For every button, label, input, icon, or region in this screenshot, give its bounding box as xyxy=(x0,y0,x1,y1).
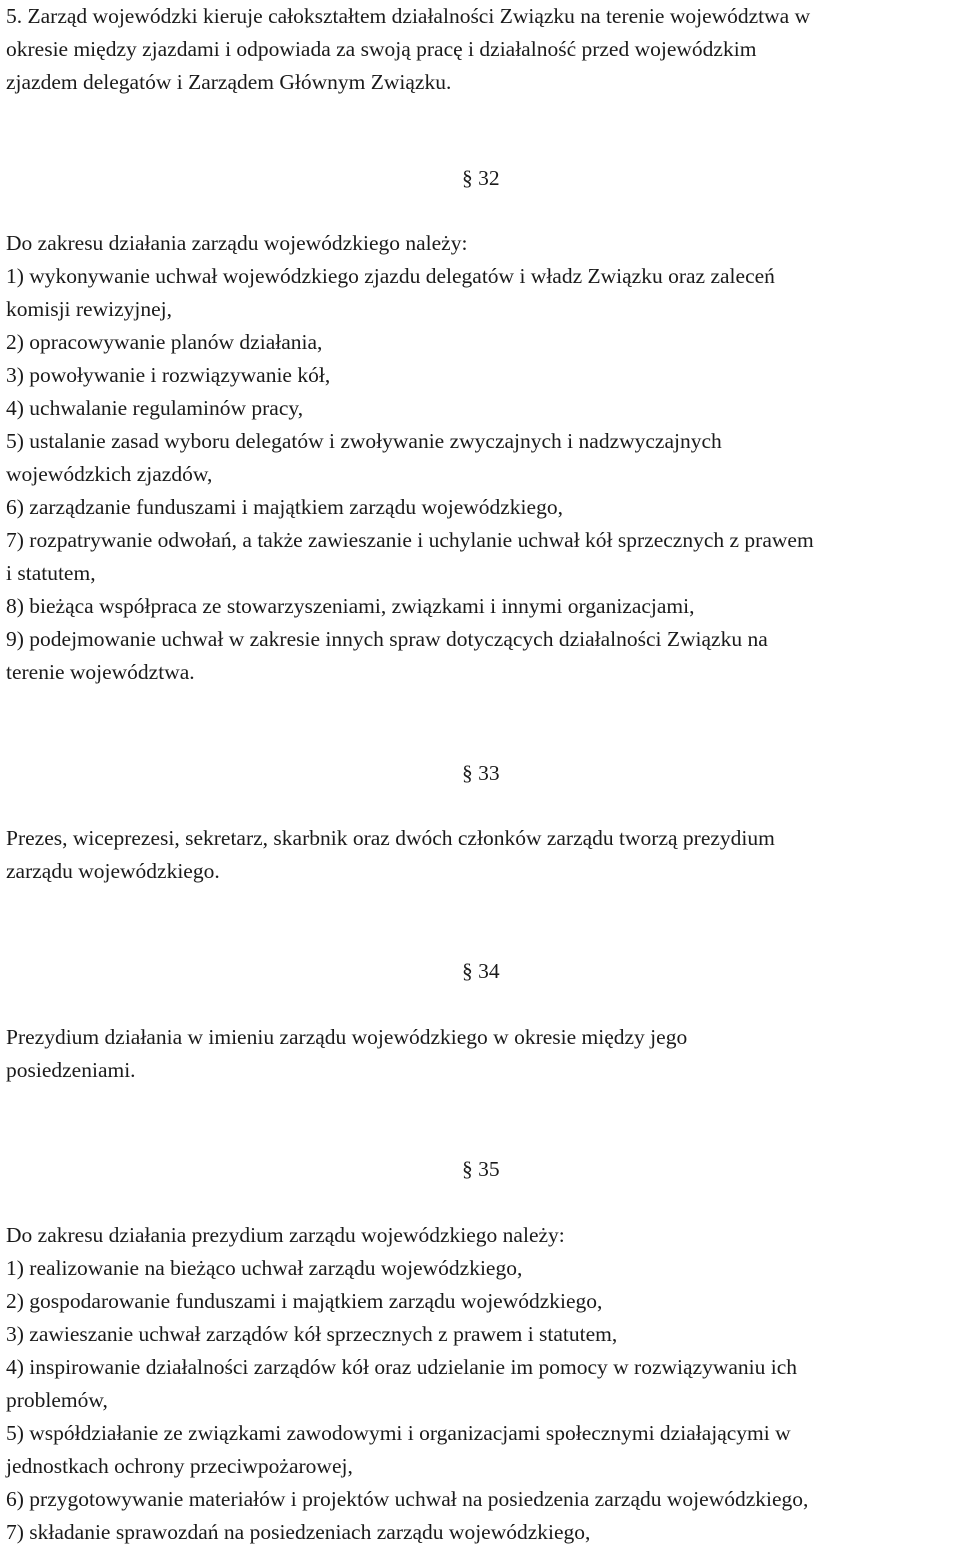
section-heading-33: § 33 xyxy=(462,761,500,785)
list-item: i statutem, xyxy=(6,561,96,585)
text-line: zjazdem delegatów i Zarządem Głównym Związku. xyxy=(6,70,452,94)
text-line: Prezydium działania w imieniu zarządu wojewódzkiego w okresie między jego xyxy=(6,1025,688,1049)
list-item: 2) opracowywanie planów działania, xyxy=(6,330,323,354)
list-item: 1) realizowanie na bieżąco uchwał zarządu wojewódzkiego, xyxy=(6,1256,523,1280)
section-heading-34: § 34 xyxy=(462,959,500,983)
section-32-body xyxy=(6,227,960,689)
text-line: okresie między zjazdami i odpowiada za swoją pracę i działalność przed wojewódzkim xyxy=(6,37,757,61)
list-item: 5) ustalanie zasad wyboru delegatów i zwoływanie zwyczajnych i nadzwyczajnych xyxy=(6,429,722,453)
list-item: 7) rozpatrywanie odwołań, a także zawieszanie i uchylanie uchwał kół sprzecznych z prawem xyxy=(6,528,814,552)
text-line: Do zakresu działania zarządu wojewódzkiego należy: xyxy=(6,231,468,255)
text-line: Prezes, wiceprezesi, sekretarz, skarbnik oraz dwóch członków zarządu tworzą prezydium xyxy=(6,826,775,850)
list-item: 5) współdziałanie ze związkami zawodowymi i organizacjami społecznymi działającymi w xyxy=(6,1421,791,1445)
list-item: 7) składanie sprawozdań na posiedzeniach zarządu wojewódzkiego, xyxy=(6,1520,591,1544)
list-item: problemów, xyxy=(6,1388,108,1412)
list-item: 1) wykonywanie uchwał wojewódzkiego zjazdu delegatów i władz Związku oraz zaleceń xyxy=(6,264,775,288)
section-heading-32: § 32 xyxy=(462,166,500,190)
section-heading-35: § 35 xyxy=(462,1157,500,1181)
list-item: 2) gospodarowanie funduszami i majątkiem zarządu wojewódzkiego, xyxy=(6,1289,603,1313)
list-item: jednostkach ochrony przeciwpożarowej, xyxy=(6,1454,353,1478)
list-item: 3) powoływanie i rozwiązywanie kół, xyxy=(6,363,331,387)
list-item: 6) zarządzanie funduszami i majątkiem zarządu wojewódzkiego, xyxy=(6,495,563,519)
intro-paragraph xyxy=(6,0,960,99)
list-item: 9) podejmowanie uchwał w zakresie innych spraw dotyczących działalności Związku na xyxy=(6,627,768,651)
list-item: komisji rewizyjnej, xyxy=(6,297,172,321)
list-item: 3) zawieszanie uchwał zarządów kół sprzecznych z prawem i statutem, xyxy=(6,1322,618,1346)
section-33-body xyxy=(6,822,960,888)
text-line: Do zakresu działania prezydium zarządu wojewódzkiego należy: xyxy=(6,1223,565,1247)
text-line: zarządu wojewódzkiego. xyxy=(6,859,220,883)
list-item: 4) uchwalanie regulaminów pracy, xyxy=(6,396,304,420)
text-line: 5. Zarząd wojewódzki kieruje całokształtem działalności Związku na terenie województwa w xyxy=(6,4,811,28)
list-item: 8) bieżąca współpraca ze stowarzyszeniami, związkami i innymi organizacjami, xyxy=(6,594,695,618)
text-line: posiedzeniami. xyxy=(6,1058,136,1082)
list-item: terenie województwa. xyxy=(6,660,195,684)
list-item: 6) przygotowywanie materiałów i projektów uchwał na posiedzenia zarządu wojewódzkiego, xyxy=(6,1487,809,1511)
section-35-body xyxy=(6,1219,960,1549)
list-item: 4) inspirowanie działalności zarządów kół oraz udzielanie im pomocy w rozwiązywaniu ich xyxy=(6,1355,798,1379)
list-item: wojewódzkich zjazdów, xyxy=(6,462,213,486)
section-34-body xyxy=(6,1021,960,1087)
